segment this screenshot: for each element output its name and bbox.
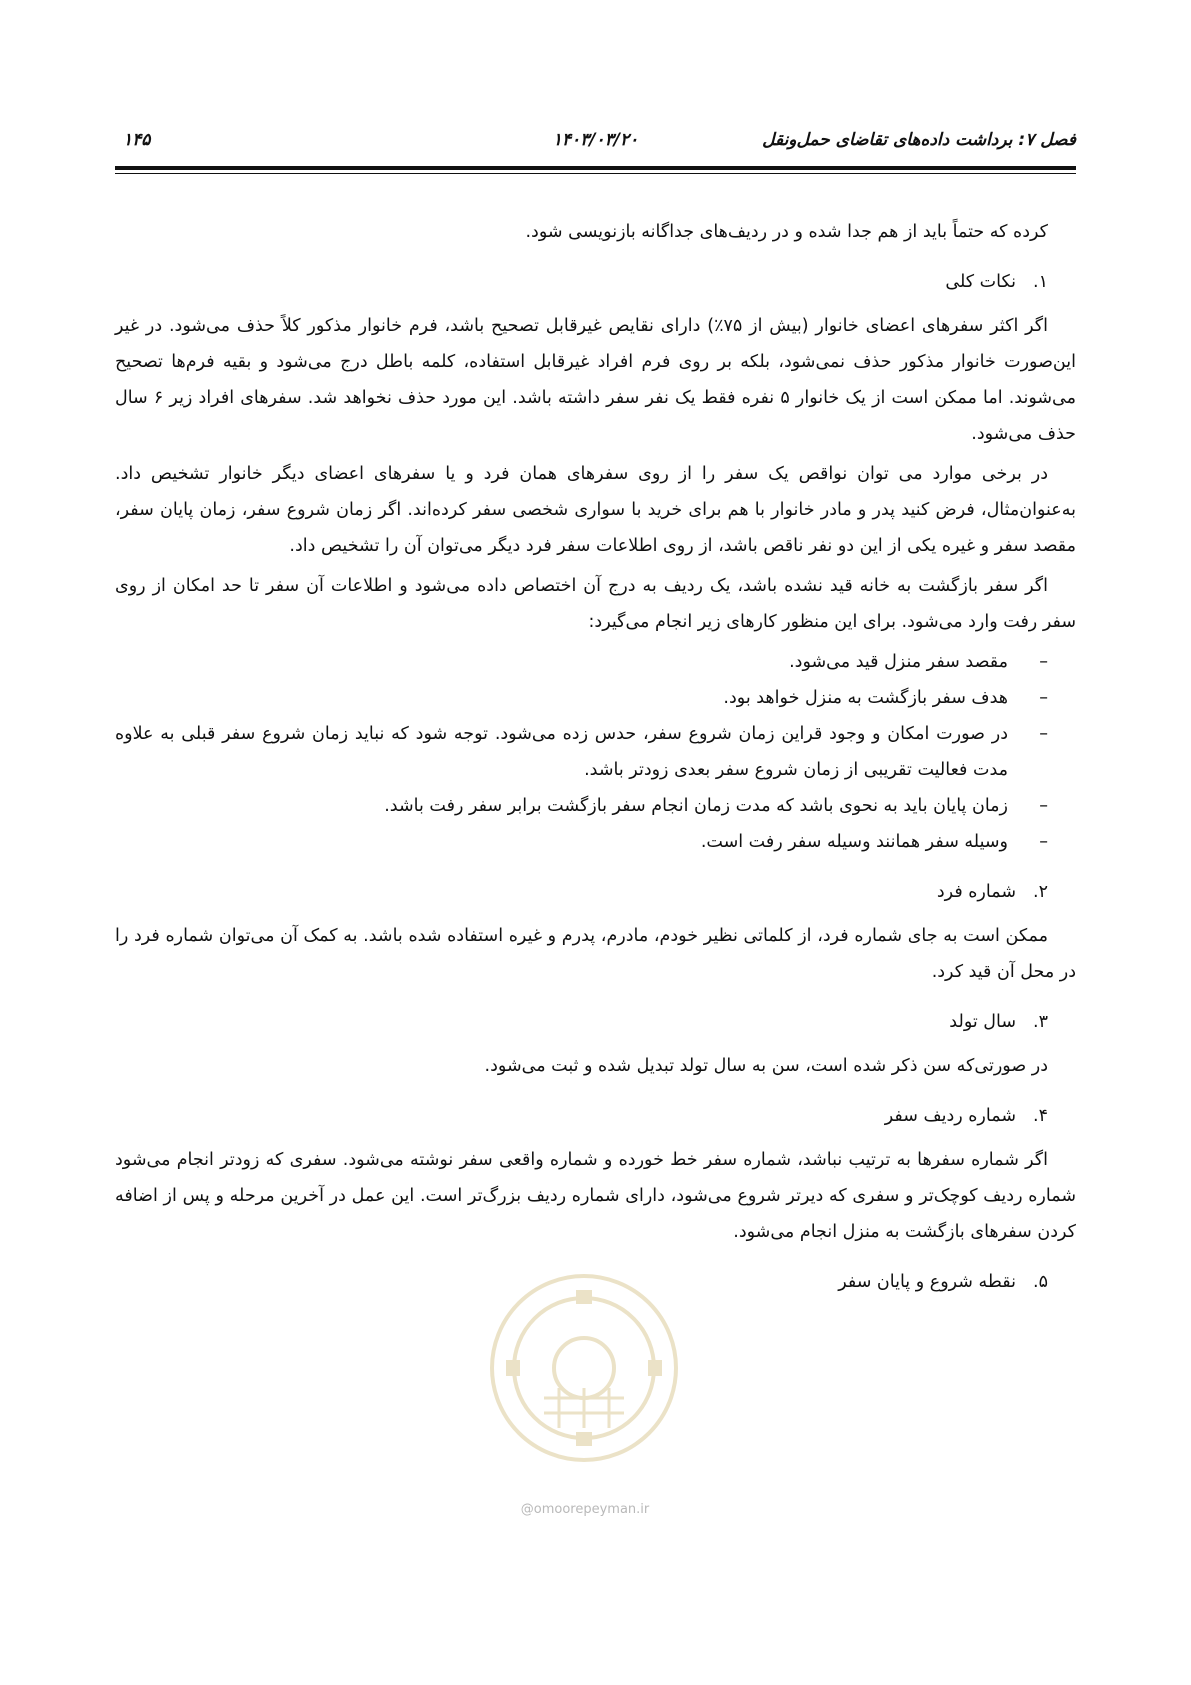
section-heading-general-notes xyxy=(115,264,1076,300)
paragraph: اگر اکثر سفرهای اعضای خانوار (بیش از ۷۵٪) دارای نقایص غیرقابل تصحیح باشد، فرم خانوار مذکور کلاً حذف می‌شود. در غیر این‌صورت خانوار مذکور حذف نمی‌شود، بلکه بر روی فرم افراد غیرقابل استفاده، کلمه باطل درج می‌شود و بقیه فرم‌ها تصحیح می‌شوند. اما ممکن است از یک خانوار ۵ نفره فقط یک نفر سفر داشته باشد. این مورد حذف نخواهد شد. سفرهای افراد زیر ۶ سال حذف می‌شود. xyxy=(115,316,1076,444)
page-body xyxy=(115,214,1076,1308)
section-number: ۵. xyxy=(1033,1272,1048,1292)
watermark-url: @omoorepeyman.ir xyxy=(520,1502,650,1517)
section-number: ۳. xyxy=(1033,1012,1048,1032)
section-title: سال تولد xyxy=(949,1012,1016,1032)
section-heading-trip-row-number xyxy=(115,1098,1076,1134)
gear-seal-icon xyxy=(484,1268,684,1468)
intro-paragraph: کرده که حتماً باید از هم جدا شده و در ردیف‌های جداگانه بازنویسی شود. xyxy=(525,222,1048,242)
section-title: شماره فرد xyxy=(936,882,1016,902)
section-number: ۲. xyxy=(1033,882,1048,902)
list-item: – زمان پایان باید به نحوی باشد که مدت زمان انجام سفر بازگشت برابر سفر رفت باشد. xyxy=(384,796,1048,816)
section-title: شماره ردیف سفر xyxy=(884,1106,1016,1126)
dash-list xyxy=(115,644,1076,860)
page-number: ۱۴۵ xyxy=(123,130,151,150)
header-date: ۱۴۰۳/۰۳/۲۰ xyxy=(552,130,639,150)
section-number: ۱. xyxy=(1033,272,1048,292)
section-heading-person-number xyxy=(115,874,1076,910)
paragraph: ممکن است به جای شماره فرد، از کلماتی نظیر خودم، مادرم، پدرم و غیره استفاده شده باشد. به کمک آن می‌توان شماره فرد را در محل آن قید کرد. xyxy=(115,926,1076,982)
paragraph: در صورتی‌که سن ذکر شده است، سن به سال تولد تبدیل شده و ثبت می‌شود. xyxy=(484,1056,1048,1076)
page-header xyxy=(115,126,1076,156)
section-title: نقطه شروع و پایان سفر xyxy=(838,1272,1016,1292)
header-rule-thick xyxy=(115,166,1076,170)
list-item: – در صورت امکان و وجود قراین زمان شروع سفر، حدس زده می‌شود. توجه شود که نباید زمان شروع سفر قبلی به علاوه مدت فعالیت تقریبی از زمان شروع سفر بعدی زودتر باشد. xyxy=(115,724,1048,780)
list-item: – مقصد سفر منزل قید می‌شود. xyxy=(789,652,1048,672)
chapter-title: فصل ۷: برداشت داده‌های تقاضای حمل‌ونقل xyxy=(762,130,1076,150)
paragraph: در برخی موارد می توان نواقص یک سفر را از روی سفرهای همان فرد و یا سفرهای اعضای دیگر خانوار تشخیص داد. به‌عنوان‌مثال، فرض کنید پدر و مادر خانوار با هم برای خرید با سواری شخصی سفر کرده‌اند. اگر زمان شروع سفر، زمان پایان سفر، مقصد سفر و غیره یکی از این دو نفر ناقص باشد، از روی اطلاعات سفر فرد دیگر می‌توان آن را تشخیص داد. xyxy=(115,464,1076,556)
paragraph: اگر سفر بازگشت به خانه قید نشده باشد، یک ردیف به درج آن اختصاص داده می‌شود و اطلاعات آن سفر تا حد امکان از روی سفر رفت وارد می‌شود. برای این منظور کارهای زیر انجام می‌گیرد: xyxy=(115,576,1076,632)
section-title: نکات کلی xyxy=(945,272,1016,292)
section-number: ۴. xyxy=(1033,1106,1048,1126)
list-item: – هدف سفر بازگشت به منزل خواهد بود. xyxy=(723,688,1048,708)
section-heading-birth-year xyxy=(115,1004,1076,1040)
header-rule-thin xyxy=(115,173,1076,174)
paragraph: اگر شماره سفرها به ترتیب نباشد، شماره سفر خط خورده و شماره واقعی سفر نوشته می‌شود. سفری که زودتر انجام می‌شود شماره ردیف کوچک‌تر و سفری که دیرتر شروع می‌شود، دارای شماره ردیف بزرگ‌تر است. این عمل در آخرین مرحله و پس از اضافه کردن سفرهای بازگشت به منزل انجام می‌شود. xyxy=(115,1150,1076,1242)
list-item: – وسیله سفر همانند وسیله سفر رفت است. xyxy=(700,832,1048,852)
